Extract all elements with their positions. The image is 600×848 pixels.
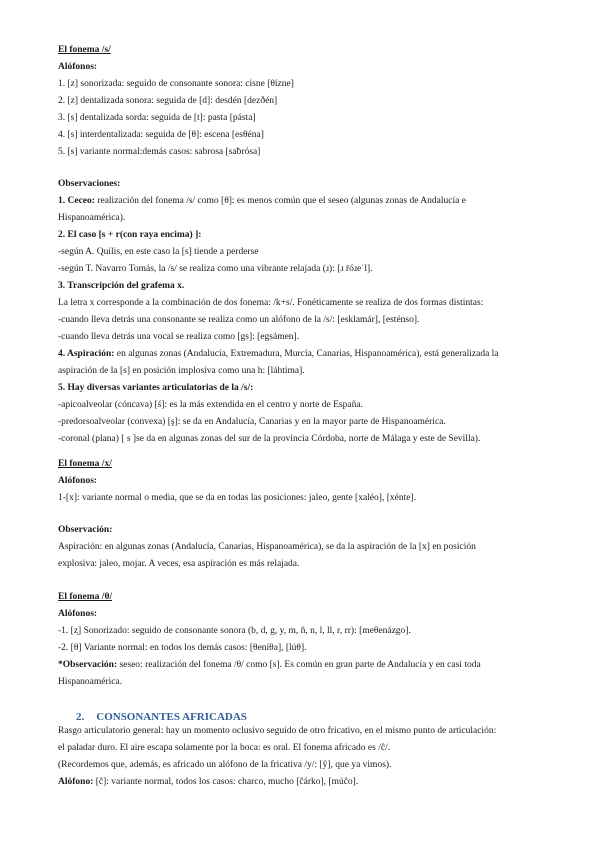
alofonos-label: Alófonos:	[58, 62, 98, 72]
observaciones-label: Observaciones:	[58, 179, 121, 189]
transcripcion-line: -cuando lleva detrás una vocal se realiza como [gs]: [egsámen].	[58, 332, 300, 342]
africadas-line: el paladar duro. El aire escapa solamente por la boca: es oral. El fonema africado es /ĉ/.	[58, 743, 391, 753]
aspiracion-paragraph	[58, 346, 558, 363]
observacion-line: Aspiración: en algunas zonas (Andalucía, Canarias, Hispanoamérica), se da la aspiración de la [x] en posición	[58, 542, 476, 552]
section-observaciones	[58, 176, 558, 448]
heading-number: 2.	[76, 711, 85, 723]
observacion-continuation: Hispanoamérica.	[58, 677, 123, 687]
observacion-label: Observación:	[58, 525, 113, 535]
africadas-line: Rasgo articulatorio general: hay un momento oclusivo seguido de otro fricativo, en el mismo punto de articulación:	[58, 726, 497, 736]
observacion-text: seseo: realización del fonema /θ/ como [s]. Es común en gran parte de Andalucía y en casi toda	[117, 660, 481, 670]
alofono-paragraph	[58, 774, 558, 791]
observacion-paragraph	[58, 657, 558, 674]
variante-line: -apicoalveolar (cóncava) [ś]: es la más extendida en el centro y norte de España.	[58, 400, 363, 410]
observacion-line: explosiva: jaleo, mojar. A veces, esa aspiración es más relajada.	[58, 559, 300, 569]
variante-line: -coronal (plana) [ s ]se da en algunas zonas del sur de la provincia Córdoba, norte de Málaga y este de Sevilla).	[58, 434, 481, 444]
heading-title: CONSONANTES AFRICADAS	[96, 711, 247, 723]
ceceo-paragraph	[58, 193, 558, 210]
alofono-text: [ĉ]: variante normal, todos los casos: charco, mucho [ĉárko], [múĉo].	[93, 777, 359, 787]
alofono-item: -2. [θ] Variante normal: en todos los demás casos: [θeníθa], [lúθ].	[58, 643, 307, 653]
aspiracion-continuation: aspiración de la [s] en posición implosiva como una h: [láhtima].	[58, 366, 305, 376]
transcripcion-line: -cuando lleva detrás una consonante se realiza como un alófono de la /s/: [esklamár], [esténso].	[58, 315, 420, 325]
alofono-item: 3. [s] dentalizada sorda: seguida de [t]: pasta [pásta]	[58, 113, 256, 123]
transcripcion-line: La letra x corresponde a la combinación de dos fonema: /k+s/. Fonéticamente se realiza de dos formas distintas:	[58, 298, 484, 308]
alofono-item: 1-[x]: variante normal o media, que se da en todas las posiciones: jaleo, gente [xaléo], [xénte].	[58, 493, 416, 503]
observacion-label: *Observación:	[58, 660, 118, 670]
variantes-label: 5. Hay diversas variantes articulatorias de la /s/:	[58, 383, 254, 393]
alofono-label: Alófono:	[58, 777, 94, 787]
ceceo-label: 1. Ceceo:	[58, 196, 95, 206]
section-africadas	[58, 723, 558, 791]
alofono-item: 2. [z] dentalizada sonora: seguida de [d]: desdén [dezðén]	[58, 96, 278, 106]
alofono-item: -1. [z̟] Sonorizado: seguido de consonante sonora (b, d, g, y, m, ñ, n, l, ll, r, rr): [meθenázgo].	[58, 626, 411, 636]
aspiracion-text: en algunas zonas (Andalucía, Extremadura, Murcia, Canarias, Hispanoamérica), está generalizada la	[114, 349, 499, 359]
section-observacion-x	[58, 522, 558, 573]
alofono-item: 5. [s] variante normal:demás casos: sabrosa [saƀrósa]	[58, 147, 261, 157]
aspiracion-label: 4. Aspiración:	[58, 349, 115, 359]
section-title: El fonema /θ/	[58, 592, 113, 602]
section-title: El fonema /x/	[58, 459, 112, 469]
transcripcion-label: 3. Transcripción del grafema x.	[58, 281, 185, 291]
alofonos-label: Alófonos:	[58, 476, 98, 486]
ceceo-continuation: Hispanoamérica).	[58, 213, 126, 223]
alofono-item: 4. [s] interdentalizada: seguida de [θ]: escena [esθéna]	[58, 130, 264, 140]
caso-sr-line: -según A. Quilis, en este caso la [s] tiende a perderse	[58, 247, 259, 257]
alofonos-label: Alófonos:	[58, 609, 98, 619]
section-fonema-theta	[58, 589, 558, 691]
caso-sr-line: -según T. Navarro Tomás, la /s/ se realiza como una vibrante relajada (ɹ): [ɹ r̄óɹeˈl].	[58, 264, 373, 274]
section-fonema-s	[58, 42, 558, 161]
section-fonema-x	[58, 456, 558, 507]
ceceo-text: realización del fonema /s/ como [θ]: es menos común que el seseo (algunas zonas de Andalucía e	[94, 196, 466, 206]
variante-line: -predorsoalveolar (convexa) [ş]: se da en Andalucía, Canarias y en la mayor parte de Hispanoamérica.	[58, 417, 446, 427]
africadas-line: (Recordemos que, además, es africado un alófono de la fricativa /y/: [ŷ], que ya vimos).	[58, 760, 392, 770]
caso-sr-label: 2. El caso [s + r(con raya encima) ]:	[58, 230, 202, 240]
alofono-item: 1. [z] sonorizada: seguido de consonante sonora: cisne [θízne]	[58, 79, 294, 89]
section-title: El fonema /s/	[58, 45, 111, 55]
